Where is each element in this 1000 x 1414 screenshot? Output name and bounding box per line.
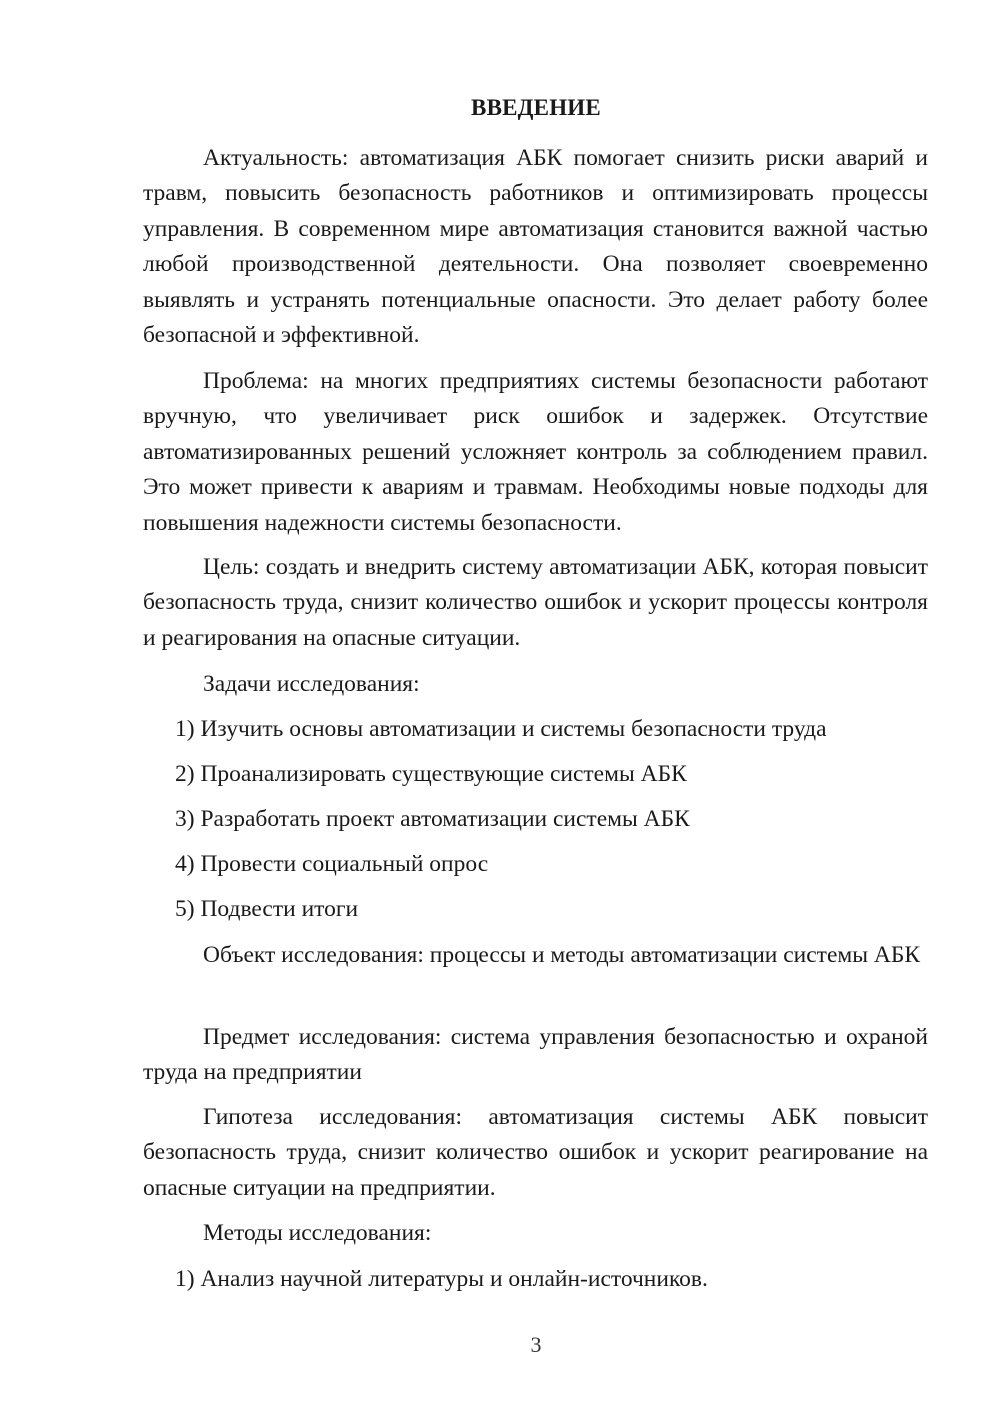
paragraph-hypothesis: Гипотеза исследования: автоматизация системы АБК повысит безопасность труда, снизит количество ошибок и ускорит реагирование на опасные ситуации на предприятии.: [143, 1104, 928, 1201]
page-number: 3: [530, 1332, 542, 1357]
paragraph-problem: Проблема: на многих предприятиях системы безопасности работают вручную, что увеличивает риск ошибок и задержек. Отсутствие автоматизированных решений усложняет контроль за соблюдением правил. Это может привести к авариям и травмам. Необходимы новые подходы для повышения надежности системы безопасности.: [143, 368, 928, 536]
methods-title: Методы исследования:: [203, 1220, 432, 1246]
paragraph-object: Объект исследования: процессы и методы автоматизации системы АБК: [203, 942, 921, 968]
paragraph-subject: Предмет исследования: система управления безопасностью и охраной труда на предприятии: [143, 1024, 928, 1086]
heading-text: ВВЕДЕНИЕ: [471, 95, 601, 120]
section-heading: [0, 95, 1000, 121]
task-item: 5) Подвести итоги: [175, 896, 359, 922]
task-item: 4) Провести социальный опрос: [175, 851, 489, 877]
task-item: 1) Изучить основы автоматизации и системы безопасности труда: [175, 716, 827, 742]
task-item: 2) Проанализировать существующие системы АБК: [175, 761, 687, 787]
paragraph-relevance: Актуальность: автоматизация АБК помогает снизить риски аварий и травм, повысить безопасность работников и оптимизировать процессы управления. В современном мире автоматизация становится важной частью любой производственной деятельности. Она позволяет своевременно выявлять и устранять потенциальные опасности. Это делает работу более безопасной и эффективной.: [143, 145, 928, 349]
tasks-title: Задачи исследования:: [203, 671, 420, 697]
task-item: 3) Разработать проект автоматизации системы АБК: [175, 806, 690, 832]
paragraph-goal: Цель: создать и внедрить систему автоматизации АБК, которая повысит безопасность труда, снизит количество ошибок и ускорит процессы контроля и реагирования на опасные ситуации.: [143, 554, 928, 651]
method-item: 1) Анализ научной литературы и онлайн-источников.: [175, 1266, 708, 1292]
